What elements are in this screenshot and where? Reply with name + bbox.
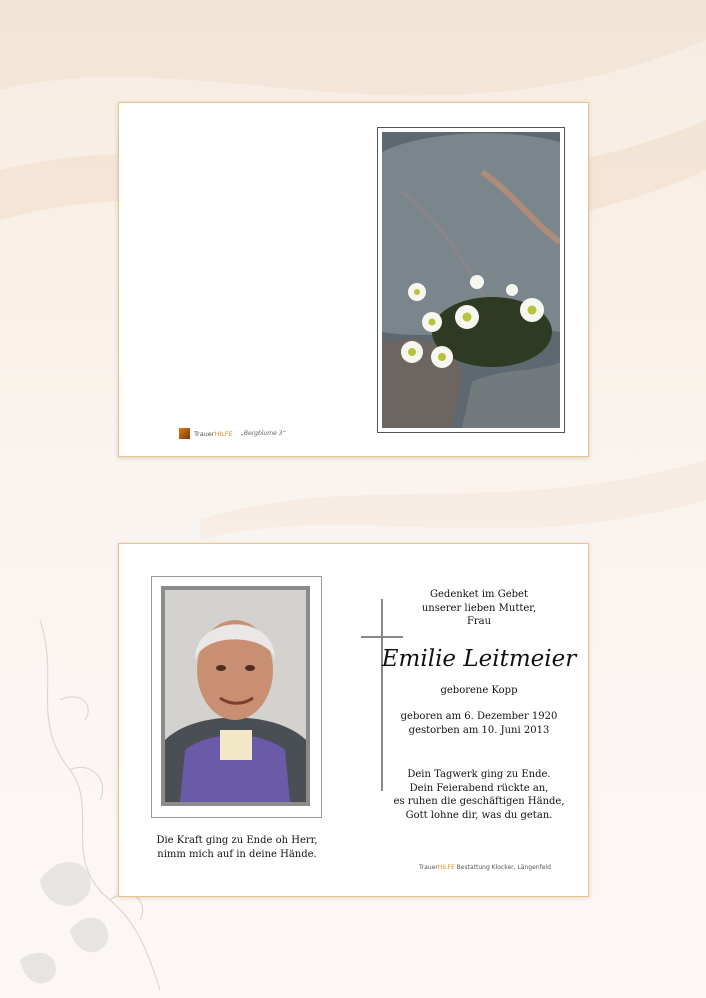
brand-suffix: HILFE [214, 429, 233, 438]
life-dates [389, 710, 569, 737]
brand-prefix: Trauer [419, 864, 438, 871]
flower-photo [382, 132, 560, 428]
cross-horizontal [361, 636, 403, 638]
portrait-mat [161, 586, 310, 806]
design-name: „Bergblume 3“ [240, 430, 286, 437]
heading-line: Frau [466, 616, 492, 627]
brand-logo-icon [179, 428, 190, 439]
death-date: gestorben am 10. Juni 2013 [408, 724, 550, 736]
card-inside [118, 543, 589, 897]
verse-line: es ruhen die geschäftigen Hände, [393, 796, 565, 807]
undertaker-name: Bestattung Klocker, Längenfeld [454, 864, 551, 871]
portrait-photo [165, 590, 306, 802]
birth-date: geboren am 6. Dezember 1920 [400, 711, 558, 722]
verse-line: Gott lohne dir, was du getan. [405, 809, 553, 821]
memorial-heading [389, 588, 569, 629]
heading-line: Gedenket im Gebet [430, 589, 528, 600]
deceased-name: Emilie Leitmeier [381, 646, 577, 672]
inside-brand [419, 864, 551, 871]
maiden-name: geborene Kopp [440, 685, 518, 696]
brand-logo [179, 428, 286, 439]
heading-line: unserer lieben Mutter, [421, 602, 537, 614]
verse-line: Dein Tagwerk ging zu Ende. [407, 769, 551, 780]
memorial-verse [379, 768, 579, 822]
portrait-frame [151, 576, 322, 818]
card-front [118, 102, 589, 457]
left-verse-line: Die Kraft ging zu Ende oh Herr, [156, 835, 318, 846]
cross-vertical [381, 599, 383, 791]
left-verse [139, 834, 335, 861]
left-verse-line: nimm mich auf in deine Hände. [157, 848, 317, 860]
brand-prefix: Trauer [194, 429, 215, 438]
brand-suffix: HILFE [437, 864, 455, 871]
flower-photo-frame [377, 127, 565, 433]
verse-line: Dein Feierabend rückte an, [409, 782, 549, 794]
